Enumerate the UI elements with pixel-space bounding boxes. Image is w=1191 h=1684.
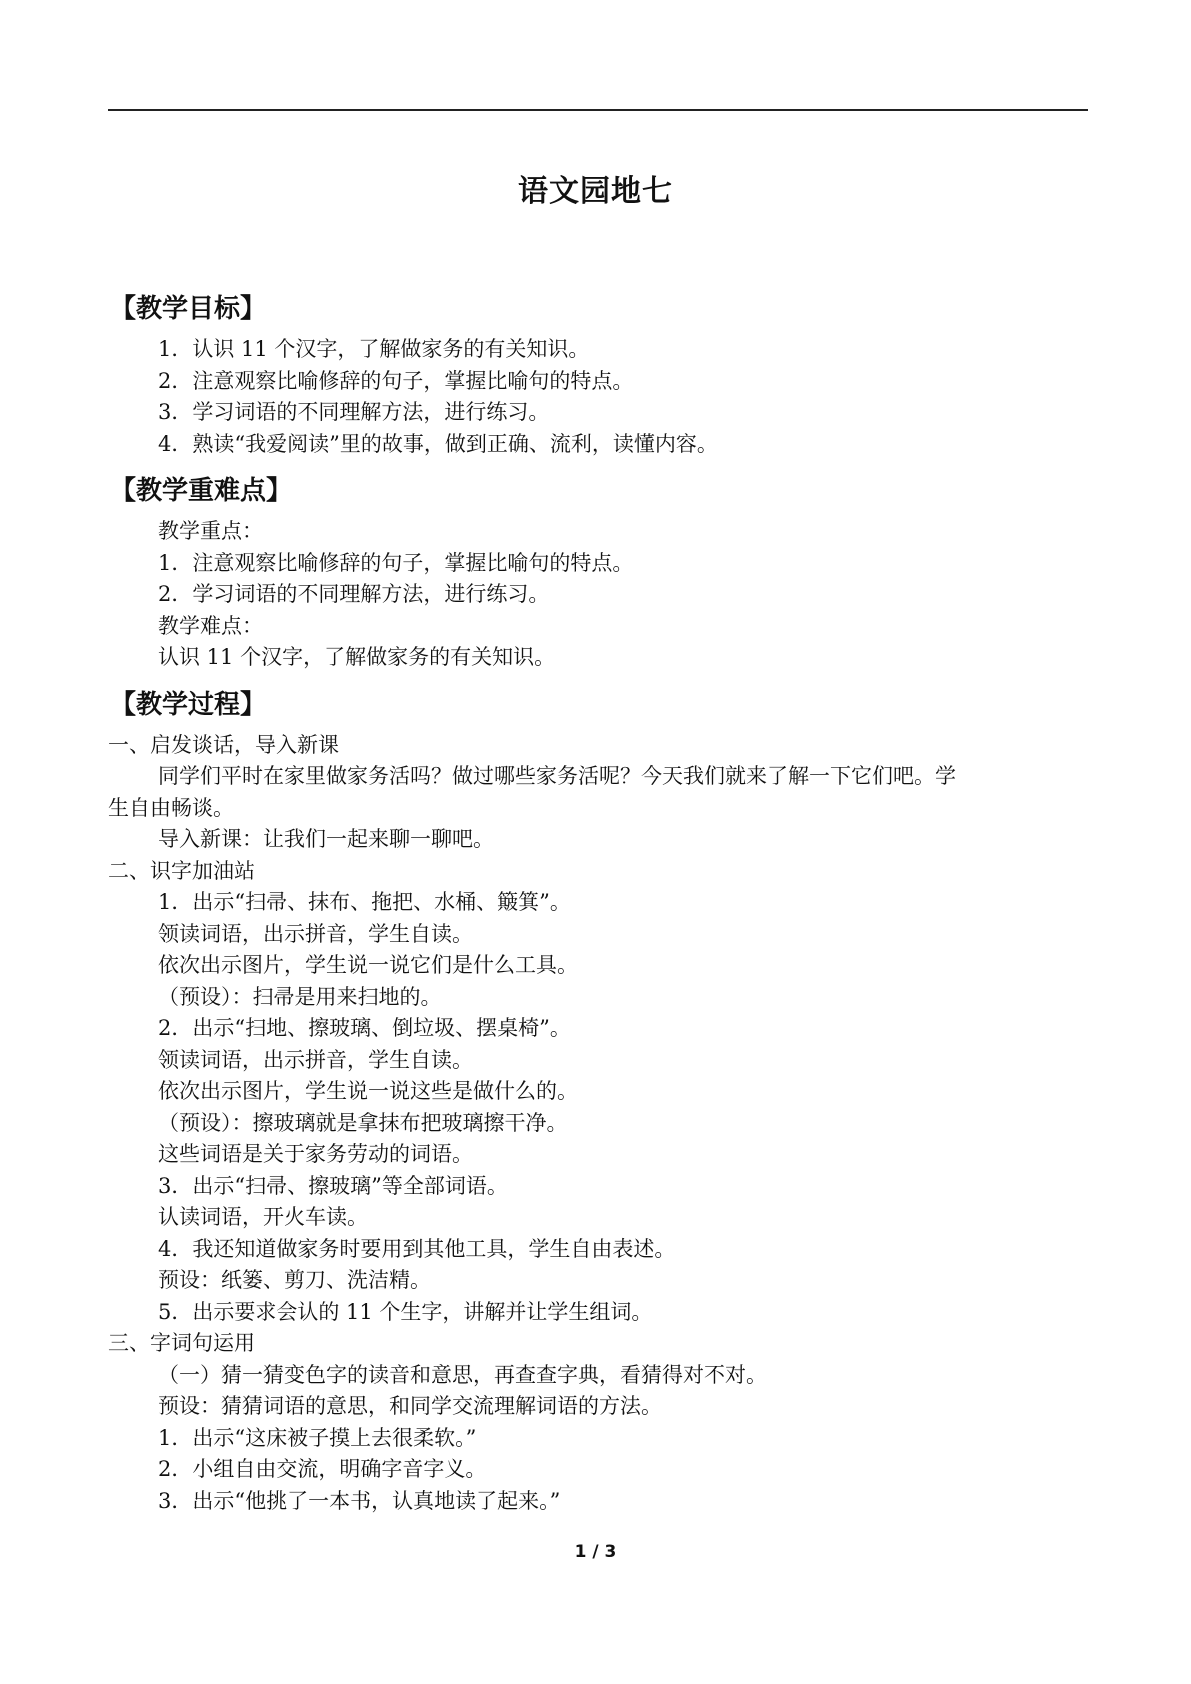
process-line: 依次出示图片，学生说一说这些是做什么的。 [158,1079,578,1103]
process-line: 2．出示“扫地、擦玻璃、倒垃圾、摆桌椅”。 [158,1016,571,1040]
key-point-line: 1．注意观察比喻修辞的句子，掌握比喻句的特点。 [158,550,634,575]
page-title: 语文园地七 [518,174,673,209]
goal-line: 3．学习词语的不同理解方法，进行练习。 [158,400,550,424]
key-point-line: 2．学习词语的不同理解方法，进行练习。 [158,582,550,606]
process-line: 1．出示“这床被子摸上去很柔软。” [158,1425,477,1450]
page-number: 1 / 3 [574,1542,617,1562]
process-line: 导入新课：让我们一起来聊一聊吧。 [158,827,494,851]
process-line: 预设：猜猜词语的意思，和同学交流理解词语的方法。 [158,1394,662,1418]
process-line: （预设）：擦玻璃就是拿抹布把玻璃擦干净。 [158,1110,568,1135]
process-line: 4．我还知道做家务时要用到其他工具，学生自由表述。 [158,1236,676,1261]
process-line: （预设）：扫帚是用来扫地的。 [158,984,442,1009]
process-step-heading: 一、启发谈话，导入新课 [108,732,339,757]
process-line: 领读词语，出示拼音，学生自读。 [158,921,473,946]
heading-goals: 【教学目标】 [110,294,267,324]
process-line: 领读词语，出示拼音，学生自读。 [158,1047,473,1072]
process-line: 依次出示图片，学生说一说它们是什么工具。 [158,953,578,977]
process-line: 1．出示“扫帚、抹布、拖把、水桶、簸箕”。 [158,890,571,914]
process-line: 同学们平时在家里做家务活吗？做过哪些家务活呢？今天我们就来了解一下它们吧。学 [158,764,956,788]
heading-key-points: 【教学重难点】 [110,476,293,506]
heading-process: 【教学过程】 [110,689,267,720]
key-point-line: 教学难点： [158,613,263,638]
process-list [108,730,1090,1518]
goal-line: 2．注意观察比喻修辞的句子，掌握比喻句的特点。 [158,368,634,393]
key-point-line: 认识 11 个汉字，了解做家务的有关知识。 [158,645,556,669]
goal-line: 1．认识 11 个汉字，了解做家务的有关知识。 [158,337,590,361]
process-line: 5．出示要求会认的 11 个生字，讲解并让学生组词。 [158,1299,653,1324]
process-line: 这些词语是关于家务劳动的词语。 [158,1142,473,1166]
process-step-heading: 三、字词句运用 [108,1331,255,1355]
process-line: （一）猜一猜变色字的读音和意思，再查查字典，看猜得对不对。 [158,1362,767,1387]
header-rule [108,109,1088,111]
process-step-heading: 二、识字加油站 [108,858,255,883]
process-line: 预设：纸篓、剪刀、洗洁精。 [158,1268,431,1292]
key-points-list [108,516,1090,674]
goals-list [108,334,1090,460]
goal-line: 4．熟读“我爱阅读”里的故事，做到正确、流利，读懂内容。 [158,431,718,456]
process-line: 认读词语，开火车读。 [158,1205,368,1229]
process-line: 2．小组自由交流，明确字音字义。 [158,1457,487,1481]
key-point-line: 教学重点： [158,519,263,543]
process-line: 3．出示“他挑了一本书，认真地读了起来。” [158,1488,561,1513]
process-line: 生自由畅谈。 [108,795,234,820]
document-body [108,290,1090,1517]
process-line: 3．出示“扫帚、擦玻璃”等全部词语。 [158,1173,508,1198]
